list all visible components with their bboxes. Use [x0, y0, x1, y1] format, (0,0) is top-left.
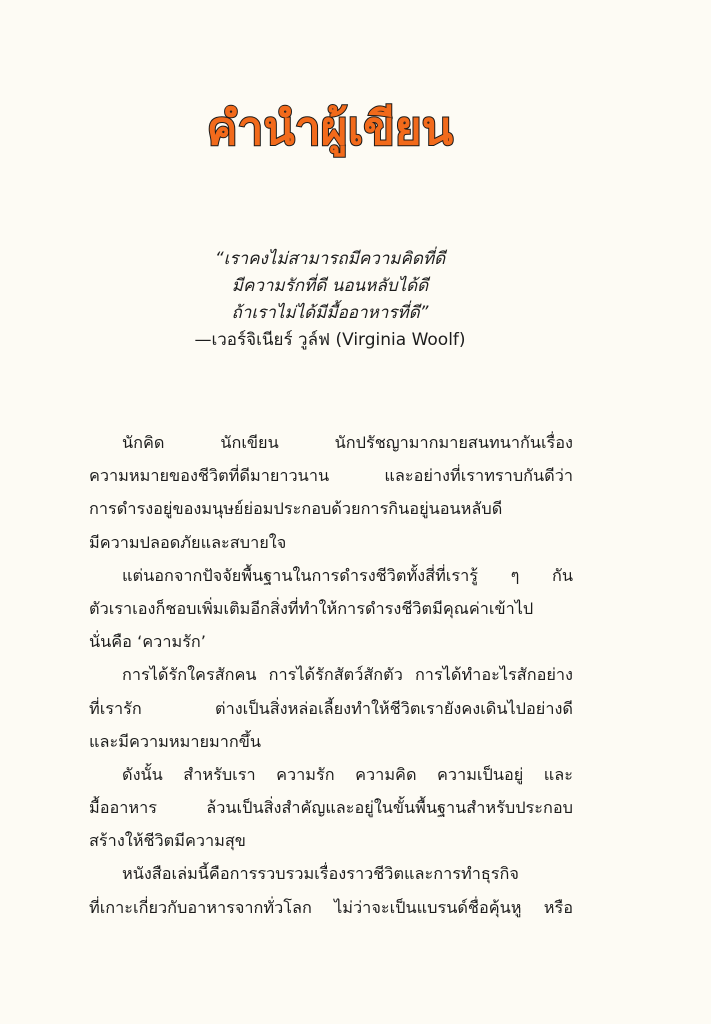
paragraph-4-line-2: มื้ออาหาร ล้วนเป็นสิ่งสำคัญและอยู่ในขั้นพื้นฐานสำหรับประกอบ [89, 798, 573, 818]
paragraph-2-line-3: นั่นคือ ‘ความรัก’ [89, 632, 206, 652]
page-title: คำนำผู้เขียน [206, 101, 454, 155]
paragraph-1-line-1: นักคิด นักเขียน นักปรัชญามากมายสนทนากันเรื่อง [122, 433, 573, 452]
paragraph-5-line-2: ที่เกาะเกี่ยวกับอาหารจากทั่วโลก ไม่ว่าจะเป็นแบรนด์ชื่อคุ้นหู หรือ [89, 897, 573, 917]
epigraph-line: มีความรักที่ดี นอนหลับได้ดี [231, 276, 429, 296]
epigraph-line: ถ้าเราไม่ได้มีมื้ออาหารที่ดี” [231, 303, 429, 323]
paragraph-1-line-4: มีความปลอดภัยและสบายใจ [89, 532, 287, 552]
paragraph-3-line-3: และมีความหมายมากขึ้น [89, 731, 261, 751]
paragraph-4-line-3: สร้างให้ชีวิตมีความสุข [89, 831, 246, 851]
paragraph-3-line-1: การได้รักใครสักคน การได้รักสัตว์สักตัว การได้ทำอะไรสักอย่าง [122, 665, 573, 685]
paragraph-2-line-1: แต่นอกจากปัจจัยพื้นฐานในการดำรงชีวิตทั้งสี่ที่เรารู้ ๆ กัน [122, 565, 573, 585]
paragraph-4-line-1: ดังนั้น สำหรับเรา ความรัก ความคิด ความเป็นอยู่ และ [122, 764, 573, 784]
epigraph-line: “เราคงไม่สามารถมีความคิดที่ดี [214, 249, 446, 269]
epigraph [0, 246, 660, 354]
paragraph-5-line-1: หนังสือเล่มนี้คือการรวบรวมเรื่องราวชีวิตและการทำธุรกิจ [122, 864, 519, 884]
body-text [89, 426, 573, 924]
paragraph-1-line-2: ความหมายของชีวิตที่ดีมายาวนาน และอย่างที่เราทราบกันดีว่า [89, 466, 573, 486]
paragraph-1-line-3: การดำรงอยู่ของมนุษย์ย่อมประกอบด้วยการกินอยู่นอนหลับดี [89, 499, 503, 519]
paragraph-2-line-2: ตัวเราเองก็ชอบเพิ่มเติมอีกสิ่งที่ทำให้การดำรงชีวิตมีคุณค่าเข้าไป [89, 598, 534, 618]
paragraph-3-line-2: ที่เรารัก ต่างเป็นสิ่งหล่อเลี้ยงทำให้ชีวิตเรายังคงเดินไปอย่างดี [89, 698, 573, 718]
epigraph-attribution: —เวอร์จิเนียร์ วูล์ฟ (Virginia Woolf) [194, 330, 466, 350]
